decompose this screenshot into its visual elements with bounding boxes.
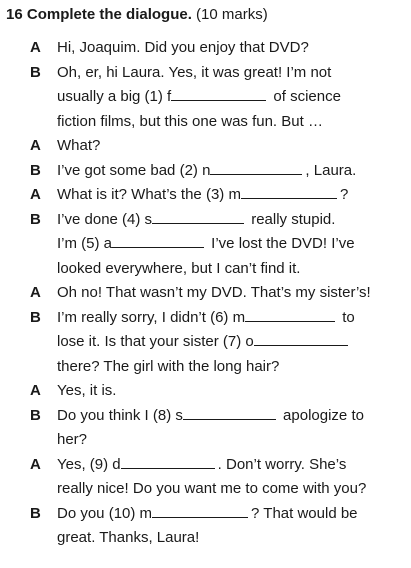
speech-line — [57, 502, 402, 527]
text-segment: What is it? What’s the (3) m — [57, 186, 241, 203]
speech-text — [57, 134, 402, 159]
speaker-label: A — [30, 455, 41, 473]
speech-text — [57, 36, 402, 61]
dialogue-turn — [0, 36, 411, 61]
answer-blank[interactable] — [152, 208, 244, 224]
answer-blank[interactable] — [171, 85, 266, 101]
speech-text — [57, 159, 402, 184]
speech-text — [57, 404, 402, 453]
speaker-label: B — [30, 504, 41, 522]
speech-line — [57, 306, 402, 331]
dialogue-turn — [0, 61, 411, 135]
answer-blank[interactable] — [210, 159, 302, 175]
speaker-label: B — [30, 406, 41, 424]
text-segment: I’ve lost the DVD! I’ve — [207, 235, 355, 252]
speaker-label: A — [30, 382, 41, 399]
exercise-number: 16 — [6, 6, 23, 23]
speech-line — [57, 355, 402, 380]
speech-line — [57, 404, 402, 429]
text-segment: I’ve done (4) s — [57, 210, 153, 228]
speech-text — [57, 208, 402, 282]
speaker-label: B — [30, 308, 41, 326]
answer-blank[interactable] — [112, 232, 204, 248]
speech-line — [57, 85, 402, 110]
answer-blank[interactable] — [245, 306, 335, 322]
speech-line — [57, 453, 402, 478]
answer-blank[interactable] — [183, 404, 276, 420]
text-segment: apologize to — [278, 406, 364, 424]
dialogue-turn — [0, 379, 411, 404]
speech-line — [57, 208, 402, 233]
speech-text — [57, 281, 402, 306]
text-segment: I’ve got some bad (2) n — [57, 161, 211, 179]
dialogue-turn — [0, 453, 411, 502]
speech-line — [57, 110, 402, 135]
speech-line — [57, 61, 402, 86]
speech-line — [57, 159, 402, 184]
text-segment: , Laura. — [305, 161, 357, 179]
speech-text — [57, 183, 402, 208]
text-segment: great. Thanks, Laura! — [57, 529, 200, 546]
dialogue-turn — [0, 183, 411, 208]
text-segment: her? — [57, 431, 88, 448]
answer-blank[interactable] — [241, 183, 337, 199]
text-segment: there? The girl with the long hair? — [57, 357, 280, 375]
speech-text — [57, 379, 402, 404]
dialogue-turn — [0, 208, 411, 282]
text-segment: Yes, (9) d — [57, 455, 121, 473]
answer-blank[interactable] — [152, 502, 248, 518]
dialogue-turn — [0, 134, 411, 159]
dialogue-turn — [0, 502, 411, 551]
speaker-label: A — [30, 137, 41, 154]
exercise-title: Complete the dialogue. — [26, 6, 192, 23]
dialogue-turn — [0, 306, 411, 380]
text-segment: I’m (5) a — [57, 235, 113, 252]
text-segment: Hi, Joaquim. Did you enjoy that DVD? — [57, 39, 309, 56]
speech-line — [57, 183, 402, 208]
text-segment: fiction films, but this one was fun. But … — [57, 112, 323, 130]
speech-line — [57, 526, 402, 551]
speech-line — [57, 281, 402, 306]
text-segment: Do you (10) m — [57, 504, 153, 522]
text-segment: ? That would be — [251, 504, 358, 522]
text-segment: Oh no! That wasn’t my DVD. That’s my sister’s! — [57, 284, 371, 301]
dialogue-turn — [0, 281, 411, 306]
speech-line — [57, 379, 402, 404]
dialogue-turn — [0, 159, 411, 184]
exercise-heading — [6, 4, 268, 26]
dialogue-turn — [0, 404, 411, 453]
speech-line — [57, 232, 402, 257]
dialogue — [0, 36, 411, 551]
speaker-label: A — [30, 284, 41, 301]
speech-line — [57, 134, 402, 159]
text-segment: I’m really sorry, I didn’t (6) m — [57, 308, 246, 326]
speech-line — [57, 330, 402, 355]
text-segment: ? — [339, 186, 349, 203]
speech-line — [57, 477, 402, 502]
text-segment: Oh, er, hi Laura. Yes, it was great! I’m not — [57, 63, 332, 81]
text-segment: Do you think I (8) s — [57, 406, 183, 424]
speech-line — [57, 428, 402, 453]
text-segment: . Don’t worry. She’s — [217, 455, 347, 473]
speech-text — [57, 453, 402, 502]
speech-text — [57, 306, 402, 380]
speech-line — [57, 257, 402, 282]
text-segment: of science — [269, 88, 341, 105]
text-segment: usually a big (1) f — [57, 88, 172, 105]
text-segment: Yes, it is. — [57, 382, 117, 399]
speaker-label: A — [30, 186, 41, 203]
answer-blank[interactable] — [254, 330, 348, 346]
text-segment: looked everywhere, but I can’t find it. — [57, 259, 301, 277]
text-segment: What? — [57, 137, 101, 154]
speaker-label: B — [30, 161, 41, 179]
speech-text — [57, 61, 402, 135]
speaker-label: A — [30, 39, 41, 56]
text-segment: to — [338, 308, 355, 326]
text-segment: really stupid. — [247, 210, 336, 228]
text-segment: lose it. Is that your sister (7) o — [57, 333, 254, 350]
speech-line — [57, 36, 402, 61]
exercise-marks: (10 marks) — [196, 6, 268, 23]
answer-blank[interactable] — [121, 453, 215, 469]
speaker-label: B — [30, 210, 41, 228]
speech-text — [57, 502, 402, 551]
text-segment: really nice! Do you want me to come with you? — [57, 480, 367, 497]
speaker-label: B — [30, 63, 41, 81]
